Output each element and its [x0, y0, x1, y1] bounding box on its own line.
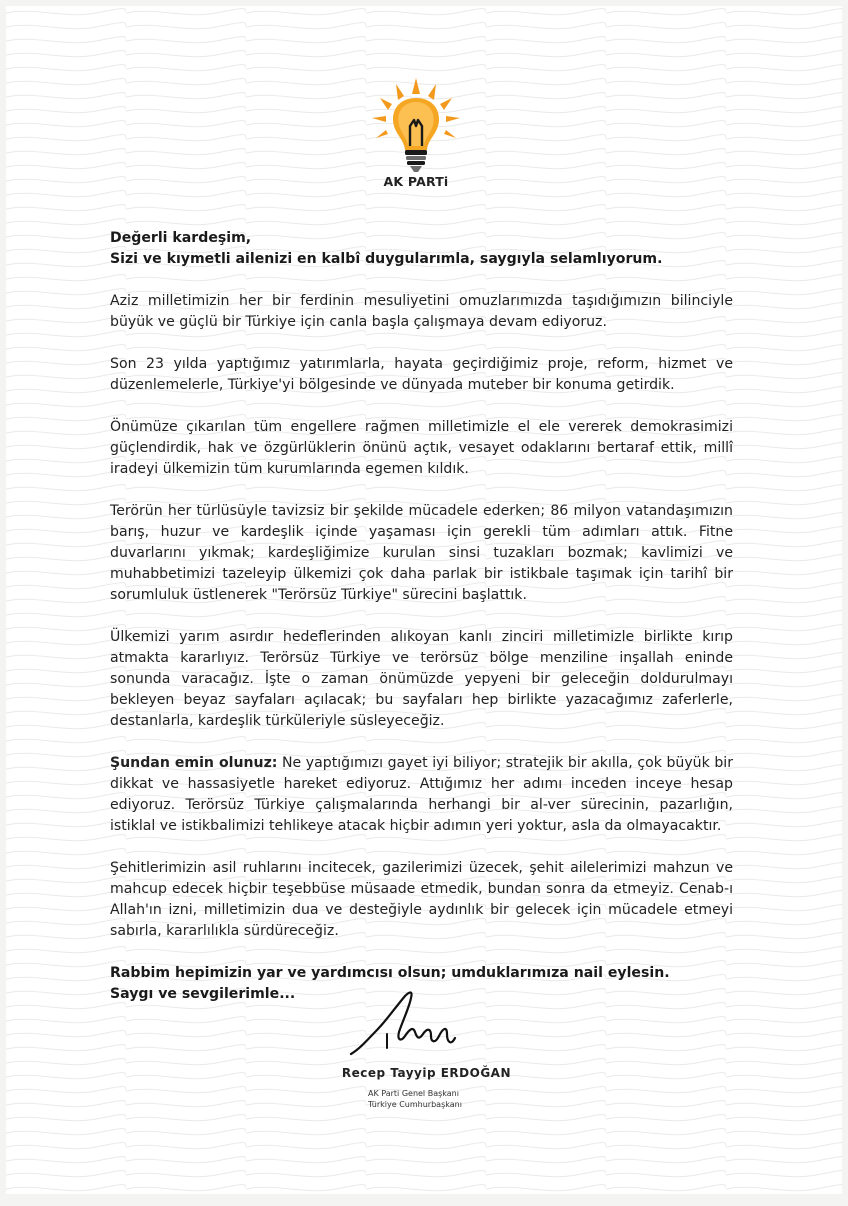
handwritten-signature: [347, 986, 459, 1062]
emphasis-lead: Şundan emin olunuz:: [110, 755, 278, 771]
party-name: AK PARTi: [383, 174, 449, 189]
party-logo: [368, 76, 464, 194]
closing-line-1: Rabbim hepimizin yar ve yardımcısı olsun; umduklarımıza nail eylesin.: [110, 965, 670, 981]
paragraph-emphasis: [110, 753, 733, 837]
closing-line-2: Saygı ve sevgilerimle...: [110, 986, 296, 1002]
paragraph: Son 23 yılda yaptığımız yatırımlarla, hayata geçirdiğimiz proje, reform, hizmet ve düzenlemelerle, Türkiye'yi bölgesinde ve dünyada muteber bir konuma getirdik.: [110, 356, 733, 393]
letter-body: [110, 228, 733, 1005]
lightbulb-icon: [368, 76, 464, 176]
signer-title: [306, 1088, 511, 1110]
signer-name: Recep Tayyip ERDOĞAN: [341, 1066, 511, 1080]
paragraph: Şehitlerimizin asil ruhlarını incitecek, gazilerimizi üzecek, şehit ailelerimizi mahzun ve mahcup edecek hiçbir teşebbüse müsaade etmedik, bundan sonra da etmeyiz. Cenab-ı Allah'ın izni, milletimizin dua ve desteğiyle aydınlık bir gelecek için mücadele etmeyi sabırla, kararlılıkla sürdüreceğiz.: [110, 860, 733, 939]
paragraph: Önümüze çıkarılan tüm engellere rağmen milletimizle el ele vererek demokrasimizi güçlendirdik, hak ve özgürlüklerin önünü açtık, vesayet odaklarını bertaraf ettik, millî iradeyi ülkemizin tüm kurumlarında egemen kıldık.: [110, 419, 733, 477]
paragraph: Aziz milletimizin her bir ferdinin mesuliyetini omuzlarımızda taşıdığımızın bilinciyle büyük ve güçlü bir Türkiye için canla başla çalışmaya devam ediyoruz.: [110, 293, 733, 330]
paragraph: Ülkemizi yarım asırdır hedeflerinden alıkoyan kanlı zinciri milletimizle birlikte kırıp atmakta kararlıyız. Terörsüz Türkiye ve terörsüz bölge menziline inşallah eninde sonunda varacağız. İşte o zaman önümüzde yepyeni bir geleceğin doldurulmayı bekleyen beyaz sayfaları açılacak; bu sayfaları hep birlikte yazacağımız zaferlerle, destanlarla, kardeşlik türküleriyle süsleyeceğiz.: [110, 629, 733, 729]
greeting-line-2: Sizi ve kıymetli ailenizi en kalbî duygularımla, saygıyla selamlıyorum.: [110, 251, 663, 267]
signer-title-line-1: AK Parti Genel Başkanı: [368, 1089, 459, 1098]
paragraph: Terörün her türlüsüyle tavizsiz bir şekilde mücadele ederken; 86 milyon vatandaşımızın barış, huzur ve kardeşlik içinde yaşaması için gerekli tüm adımları attık. Fitne duvarlarını yıkmak; kardeşliğimize kurulan sinsi tuzakları bozmak; kavlimizi ve muhabbetimizi tazeleyip ülkemizi çok daha parlak bir istikbale taşımak için tarihî bir sorumluluk üstlenerek "Terörsüz Türkiye" sürecini başlattık.: [110, 503, 733, 603]
signer-title-line-2: Türkiye Cumhurbaşkanı: [368, 1100, 462, 1109]
signature-block: [306, 986, 511, 1110]
letter-page: [6, 6, 842, 1194]
greeting-line-1: Değerli kardeşim,: [110, 230, 252, 246]
emphasis-text: Ne yaptığımızı gayet iyi biliyor; stratejik bir akılla, çok büyük bir dikkat ve hassasiyetle hareket ediyoruz. Attığımız her adımı inceden inceye hesap ediyoruz. Terörsüz Türkiye çalışmalarında herhangi bir al-ver sürecinin, pazarlığın, istiklal ve istikbalimizi tehlikeye atacak hiçbir adımın yeri yoktur, asla da olmayacaktır.: [110, 755, 734, 834]
